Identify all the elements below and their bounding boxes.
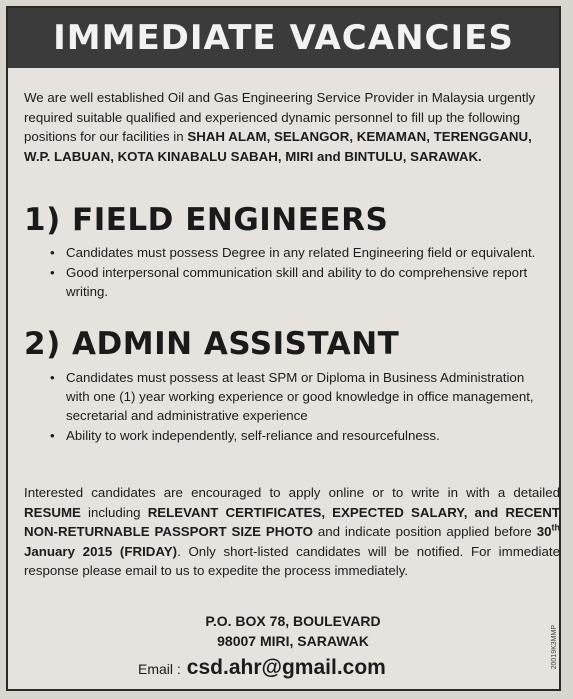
deadline-month: January 2015 (FRIDAY) bbox=[24, 543, 178, 559]
email-address: csd.ahr@gmail.com bbox=[186, 656, 386, 679]
header-banner bbox=[8, 8, 559, 68]
postal-address bbox=[178, 611, 408, 651]
admin-assistant-requirements bbox=[66, 368, 546, 446]
closing-text: including bbox=[80, 504, 148, 520]
email-contact bbox=[138, 656, 386, 680]
requirement-item: • Good interpersonal communication skill and ability to do comprehensive report writing. bbox=[66, 263, 546, 301]
requirement-item: • Candidates must possess Degree in any related Engineering field or equivalent. bbox=[66, 243, 546, 262]
field-engineers-requirements bbox=[66, 243, 546, 302]
banner-title: IMMEDIATE VACANCIES bbox=[53, 18, 514, 58]
requirement-item: • Ability to work independently, self-reliance and resourcefulness. bbox=[66, 426, 546, 445]
intro-paragraph bbox=[24, 88, 544, 166]
address-line: P.O. BOX 78, BOULEVARD bbox=[205, 613, 381, 629]
closing-text: and indicate position applied before bbox=[312, 524, 537, 539]
job-advertisement bbox=[6, 6, 561, 691]
required-documents: RELEVANT CERTIFICATES, EXPECTED SALARY, and RECENT NON-RETURNABLE PASSPORT SIZE PHOTO bbox=[24, 504, 561, 539]
email-label: Email : bbox=[138, 661, 181, 677]
closing-text: . Only short-listed candidates will be notified. For immediate response please email to us to expedite the process immediately. bbox=[24, 543, 560, 578]
position-title-field-engineers: 1) FIELD ENGINEERS bbox=[24, 202, 389, 238]
ad-code: 20019K3MMP bbox=[551, 624, 558, 669]
requirement-item: • Candidates must possess at least SPM or Diploma in Business Administration with one (1) year working experience or good knowledge in office management, secretarial and administrative experience bbox=[66, 368, 546, 425]
closing-text: Interested candidates are encouraged to apply online or to write in with a detailed bbox=[24, 485, 560, 500]
intro-text: We are well established Oil and Gas Engineering Service Provider in Malaysia urgently required suitable qualified and experienced dynamic personnel to fill up the following positions for our facilities in bbox=[24, 90, 536, 144]
address-line: 98007 MIRI, SARAWAK bbox=[217, 633, 369, 649]
deadline-day-suffix: th bbox=[551, 522, 560, 533]
application-instructions bbox=[24, 483, 560, 581]
resume-label: RESUME bbox=[24, 504, 81, 520]
deadline-day: 30 bbox=[536, 524, 552, 539]
intro-locations: SHAH ALAM, SELANGOR, KEMAMAN, TERENGGANU, W.P. LABUAN, KOTA KINABALU SABAH, MIRI and BINTULU, SARAWAK. bbox=[24, 129, 532, 164]
position-title-admin-assistant: 2) ADMIN ASSISTANT bbox=[24, 326, 400, 362]
